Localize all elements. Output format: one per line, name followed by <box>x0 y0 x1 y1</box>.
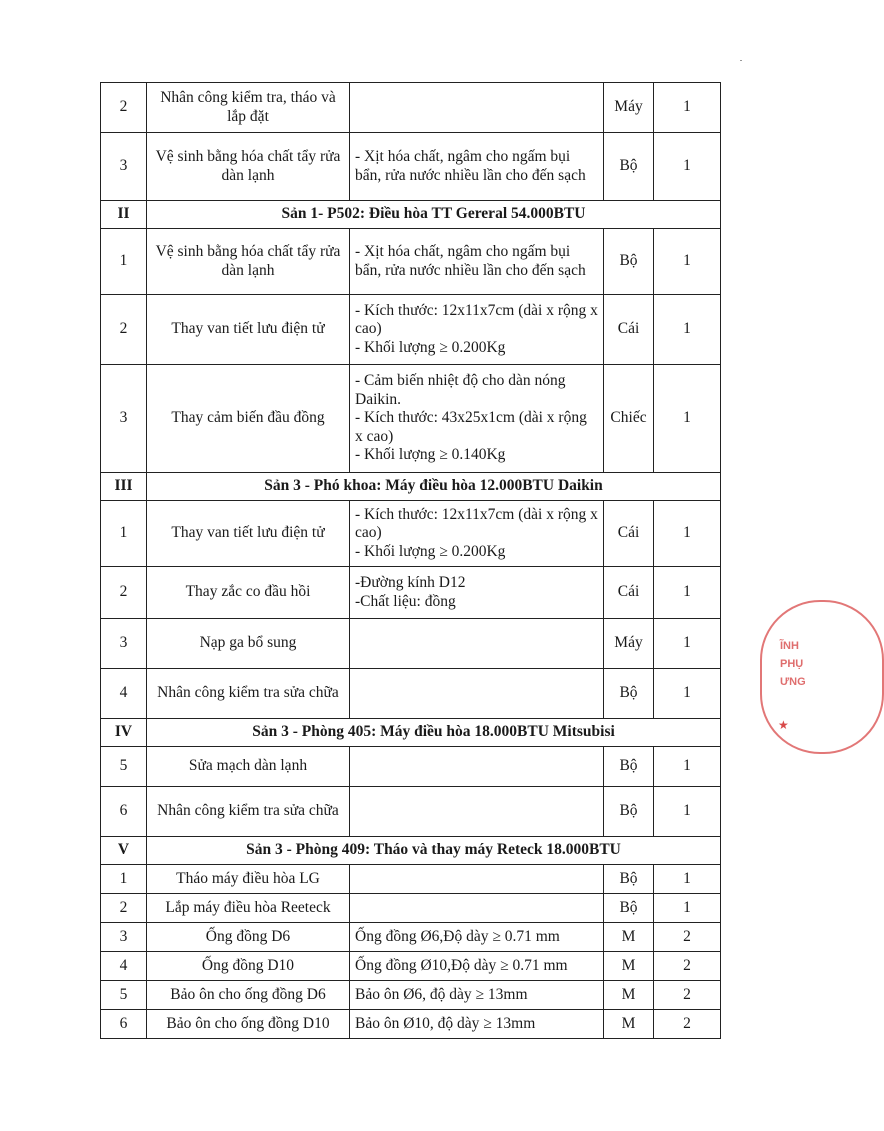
item-quantity: 1 <box>654 295 721 365</box>
item-name: Tháo máy điều hòa LG <box>147 865 350 894</box>
item-name: Thay zắc co đầu hồi <box>147 567 350 619</box>
item-quantity: 1 <box>654 133 721 201</box>
table-row <box>101 747 721 787</box>
item-number: 4 <box>101 669 147 719</box>
item-unit: Bộ <box>604 133 654 201</box>
item-name: Nạp ga bổ sung <box>147 619 350 669</box>
item-number: 3 <box>101 133 147 201</box>
item-unit: Cái <box>604 501 654 567</box>
item-quantity: 1 <box>654 787 721 837</box>
item-quantity: 1 <box>654 365 721 473</box>
item-unit: Bộ <box>604 894 654 923</box>
section-title: Sản 3 - Phòng 409: Tháo và thay máy Reteck 18.000BTU <box>147 837 721 865</box>
item-spec: Bảo ôn Ø6, độ dày ≥ 13mm <box>350 981 604 1010</box>
section-row <box>101 719 721 747</box>
table-row <box>101 133 721 201</box>
item-unit: Bộ <box>604 669 654 719</box>
item-spec: - Xịt hóa chất, ngâm cho ngấm bụi bẩn, rửa nước nhiều lần cho đến sạch <box>350 133 604 201</box>
item-quantity: 1 <box>654 567 721 619</box>
item-unit: Cái <box>604 295 654 365</box>
item-name: Thay van tiết lưu điện tử <box>147 501 350 567</box>
stamp-text-1: ĨNH <box>780 640 799 652</box>
item-quantity: 1 <box>654 894 721 923</box>
item-spec <box>350 865 604 894</box>
section-row <box>101 473 721 501</box>
item-name: Bảo ôn cho ống đồng D6 <box>147 981 350 1010</box>
table-row <box>101 1010 721 1039</box>
item-quantity: 1 <box>654 83 721 133</box>
table-row <box>101 229 721 295</box>
item-spec: Ống đồng Ø6,Độ dày ≥ 0.71 mm <box>350 923 604 952</box>
item-name: Thay van tiết lưu điện tử <box>147 295 350 365</box>
item-spec: Ống đồng Ø10,Độ dày ≥ 0.71 mm <box>350 952 604 981</box>
item-unit: M <box>604 981 654 1010</box>
item-quantity: 2 <box>654 981 721 1010</box>
item-unit: Máy <box>604 619 654 669</box>
item-name: Lắp máy điều hòa Reeteck <box>147 894 350 923</box>
item-number: 6 <box>101 1010 147 1039</box>
item-spec <box>350 619 604 669</box>
item-name: Sửa mạch dàn lạnh <box>147 747 350 787</box>
section-title: Sản 3 - Phó khoa: Máy điều hòa 12.000BTU Daikin <box>147 473 721 501</box>
table-row <box>101 981 721 1010</box>
table-row <box>101 952 721 981</box>
item-number: 2 <box>101 894 147 923</box>
item-quantity: 1 <box>654 669 721 719</box>
item-number: 2 <box>101 83 147 133</box>
item-number: 3 <box>101 365 147 473</box>
equipment-table <box>100 82 721 1039</box>
section-number: II <box>101 201 147 229</box>
item-unit: M <box>604 952 654 981</box>
table-row <box>101 567 721 619</box>
table-row <box>101 365 721 473</box>
item-spec <box>350 83 604 133</box>
section-title: Sản 1- P502: Điều hòa TT Gereral 54.000BTU <box>147 201 721 229</box>
item-spec: - Kích thước: 12x11x7cm (dài x rộng x cao) - Khối lượng ≥ 0.200Kg <box>350 501 604 567</box>
section-number: V <box>101 837 147 865</box>
item-quantity: 1 <box>654 619 721 669</box>
item-unit: Bộ <box>604 747 654 787</box>
item-name: Bảo ôn cho ống đồng D10 <box>147 1010 350 1039</box>
item-name: Ống đồng D6 <box>147 923 350 952</box>
item-spec: Bảo ôn Ø10, độ dày ≥ 13mm <box>350 1010 604 1039</box>
red-stamp-fragment <box>760 600 806 750</box>
table-row <box>101 894 721 923</box>
stamp-text-2: PHỤ <box>780 658 804 670</box>
item-number: 1 <box>101 501 147 567</box>
item-unit: Bộ <box>604 229 654 295</box>
section-row <box>101 837 721 865</box>
table-row <box>101 295 721 365</box>
item-quantity: 2 <box>654 923 721 952</box>
item-name: Thay cảm biến đầu đồng <box>147 365 350 473</box>
item-unit: Chiếc <box>604 365 654 473</box>
item-spec <box>350 787 604 837</box>
item-number: 3 <box>101 923 147 952</box>
item-quantity: 1 <box>654 865 721 894</box>
star-icon: ★ <box>778 718 789 732</box>
item-spec: - Xịt hóa chất, ngâm cho ngấm bụi bẩn, rửa nước nhiều lần cho đến sạch <box>350 229 604 295</box>
item-name: Nhân công kiểm tra sửa chữa <box>147 787 350 837</box>
item-unit: M <box>604 923 654 952</box>
item-number: 1 <box>101 865 147 894</box>
item-number: 5 <box>101 747 147 787</box>
section-number: IV <box>101 719 147 747</box>
item-number: 3 <box>101 619 147 669</box>
item-number: 2 <box>101 567 147 619</box>
item-spec <box>350 669 604 719</box>
item-number: 2 <box>101 295 147 365</box>
item-number: 4 <box>101 952 147 981</box>
item-name: Ống đồng D10 <box>147 952 350 981</box>
item-unit: Bộ <box>604 865 654 894</box>
item-unit: Máy <box>604 83 654 133</box>
item-spec <box>350 747 604 787</box>
item-name: Nhân công kiểm tra sửa chữa <box>147 669 350 719</box>
table-row <box>101 787 721 837</box>
section-row <box>101 201 721 229</box>
table-row <box>101 669 721 719</box>
item-spec: -Đường kính D12 -Chất liệu: đồng <box>350 567 604 619</box>
item-name: Nhân công kiểm tra, tháo và lắp đặt <box>147 83 350 133</box>
section-number: III <box>101 473 147 501</box>
item-unit: M <box>604 1010 654 1039</box>
item-number: 5 <box>101 981 147 1010</box>
table-row <box>101 83 721 133</box>
item-quantity: 1 <box>654 747 721 787</box>
section-title: Sản 3 - Phòng 405: Máy điều hòa 18.000BTU Mitsubisi <box>147 719 721 747</box>
stamp-text-3: ƯNG <box>780 676 806 688</box>
item-spec <box>350 894 604 923</box>
item-quantity: 2 <box>654 1010 721 1039</box>
table-row <box>101 923 721 952</box>
item-quantity: 1 <box>654 229 721 295</box>
item-name: Vệ sinh bằng hóa chất tẩy rửa dàn lạnh <box>147 229 350 295</box>
item-number: 1 <box>101 229 147 295</box>
item-name: Vệ sinh bằng hóa chất tẩy rửa dàn lạnh <box>147 133 350 201</box>
item-unit: Bộ <box>604 787 654 837</box>
margin-mark <box>740 60 742 61</box>
item-quantity: 2 <box>654 952 721 981</box>
item-quantity: 1 <box>654 501 721 567</box>
item-spec: - Kích thước: 12x11x7cm (dài x rộng x cao) - Khối lượng ≥ 0.200Kg <box>350 295 604 365</box>
item-unit: Cái <box>604 567 654 619</box>
table-row <box>101 619 721 669</box>
table-row <box>101 501 721 567</box>
item-spec: - Cảm biến nhiệt độ cho dàn nóng Daikin. - Kích thước: 43x25x1cm (dài x rộng x cao) - Khối lượng ≥ 0.140Kg <box>350 365 604 473</box>
table-body <box>101 83 721 1039</box>
item-number: 6 <box>101 787 147 837</box>
table-row <box>101 865 721 894</box>
